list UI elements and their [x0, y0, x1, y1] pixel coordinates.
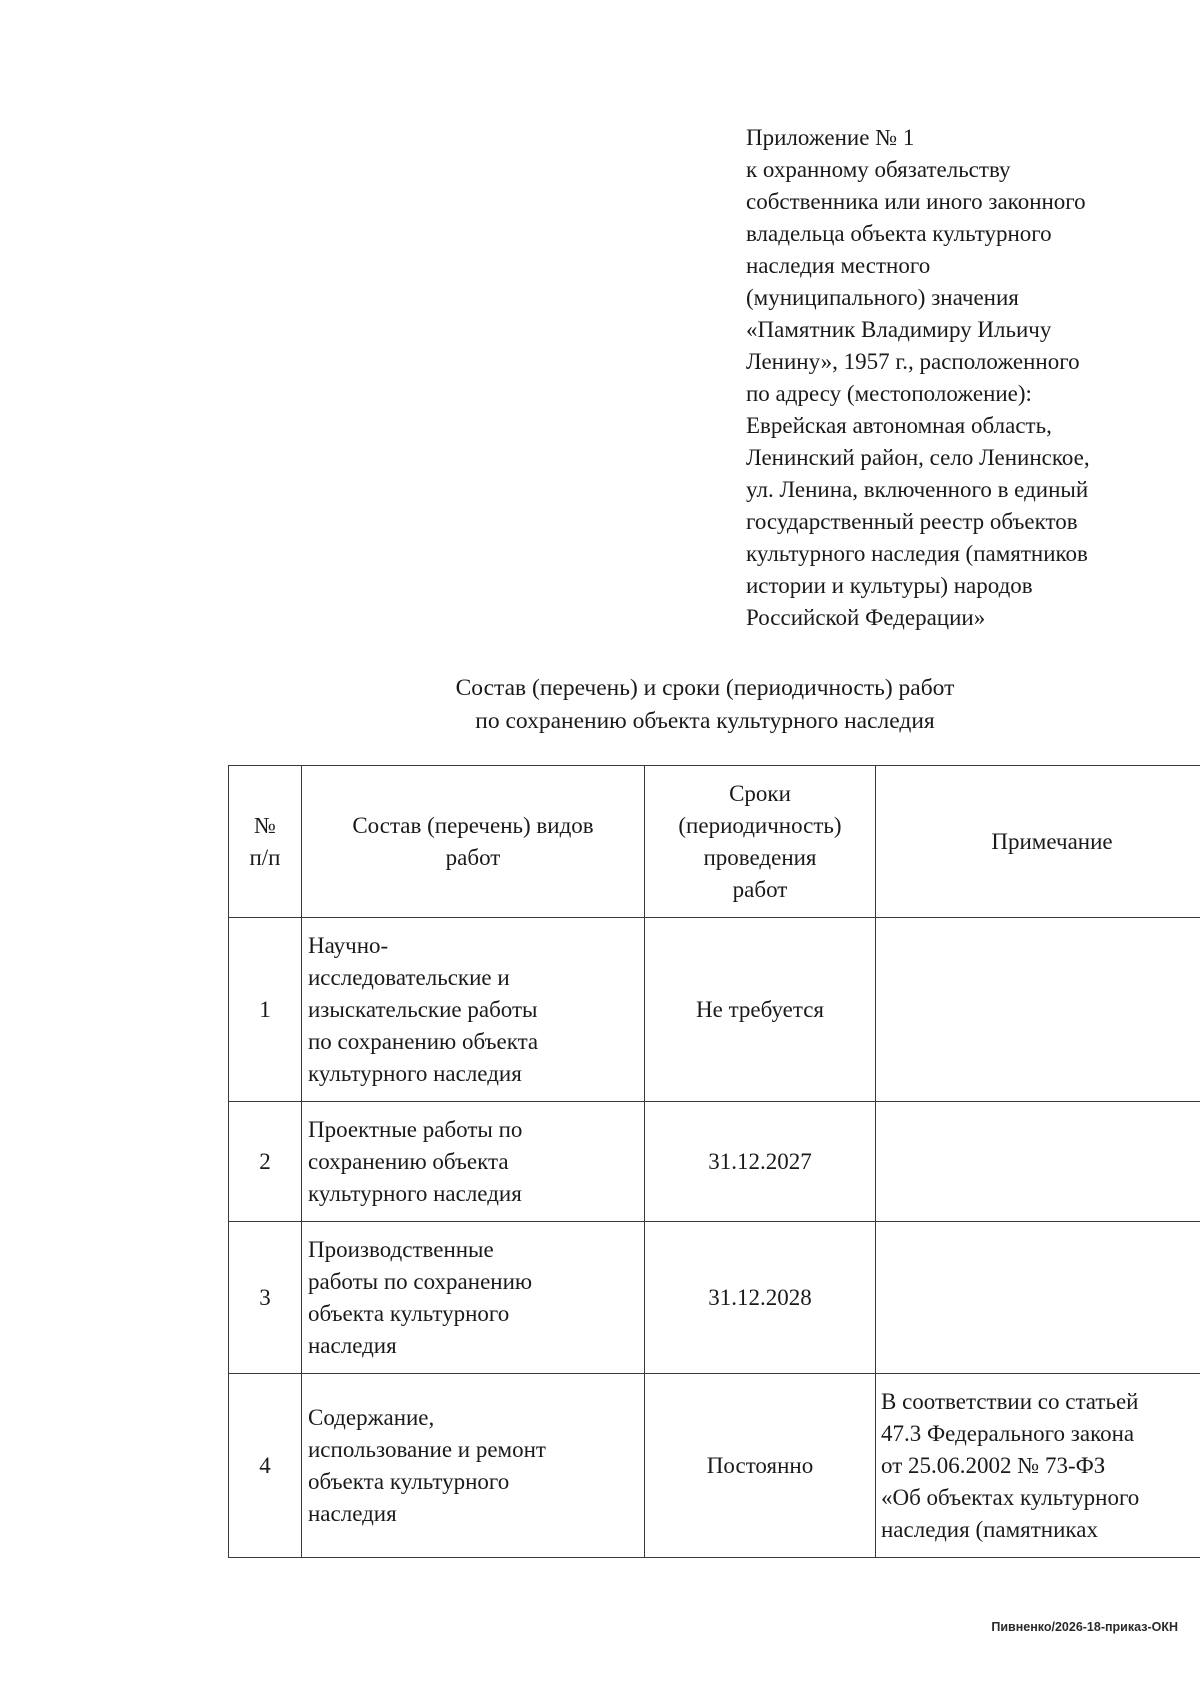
works-table	[228, 765, 1200, 1558]
appendix-line: ул. Ленина, включенного в единый	[746, 477, 1089, 502]
row-note-line: «Об объектах культурного	[881, 1484, 1140, 1510]
row-work-line: Производственные	[308, 1236, 494, 1262]
header-term	[645, 766, 876, 918]
header-term-line: (периодичность)	[678, 812, 842, 838]
appendix-line: Приложение № 1	[746, 125, 915, 150]
row-work-line: изыскательские работы	[308, 996, 538, 1022]
row-note-line: 47.3 Федерального закона	[881, 1420, 1135, 1446]
appendix-header	[746, 122, 1186, 634]
table-header-row	[229, 766, 1200, 918]
row-work-line: культурного наследия	[308, 1180, 522, 1206]
header-num	[229, 766, 302, 918]
appendix-line: наследия местного	[746, 253, 931, 278]
row-work	[302, 1102, 645, 1222]
row-work-line: Научно-	[308, 932, 389, 958]
table-row	[229, 918, 1200, 1102]
row-num: 1	[229, 918, 302, 1102]
header-num-line: п/п	[249, 844, 281, 870]
row-work-line: наследия	[308, 1500, 397, 1526]
appendix-line: владельца объекта культурного	[746, 221, 1052, 246]
document-code: Пивненко/2026-18-приказ-ОКН	[991, 1620, 1178, 1634]
appendix-line: Еврейская автономная область,	[746, 413, 1052, 438]
header-note-line: Примечание	[991, 828, 1113, 854]
appendix-line: по адресу (местоположение):	[746, 381, 1032, 406]
header-work-line: Состав (перечень) видов	[352, 812, 594, 838]
row-work-line: объекта культурного	[308, 1300, 510, 1326]
row-work	[302, 1222, 645, 1374]
row-work	[302, 1374, 645, 1558]
appendix-line: культурного наследия (памятников	[746, 541, 1088, 566]
row-work-line: работы по сохранению	[308, 1268, 533, 1294]
row-note-line: В соответствии со статьей	[881, 1388, 1139, 1414]
row-note-line: от 25.06.2002 № 73-ФЗ	[881, 1452, 1106, 1478]
row-term: 31.12.2027	[645, 1102, 876, 1222]
row-work-line: Содержание,	[308, 1404, 435, 1430]
header-note	[876, 766, 1200, 918]
row-work-line: объекта культурного	[308, 1468, 510, 1494]
row-work-line: использование и ремонт	[308, 1436, 546, 1462]
appendix-line: Ленину», 1957 г., расположенного	[746, 349, 1080, 374]
row-work-line: Проектные работы по	[308, 1116, 523, 1142]
row-note	[876, 1102, 1200, 1222]
appendix-line: Российской Федерации»	[746, 605, 986, 630]
header-work	[302, 766, 645, 918]
header-num-line: №	[254, 812, 276, 838]
row-term: Постоянно	[645, 1374, 876, 1558]
row-work-line: культурного наследия	[308, 1060, 522, 1086]
row-num: 3	[229, 1222, 302, 1374]
header-term-line: проведения	[703, 844, 817, 870]
appendix-line: собственника или иного законного	[746, 189, 1086, 214]
header-term-line: Сроки	[729, 780, 791, 806]
row-note-line: наследия (памятниках	[881, 1516, 1098, 1542]
appendix-line: «Памятник Владимиру Ильичу	[746, 317, 1052, 342]
row-note	[876, 1374, 1200, 1558]
document-title	[220, 672, 1190, 738]
document-title-line: Состав (перечень) и сроки (периодичность) работ	[455, 675, 955, 701]
row-num: 2	[229, 1102, 302, 1222]
header-work-line: работ	[445, 844, 501, 870]
table-row	[229, 1374, 1200, 1558]
row-note	[876, 918, 1200, 1102]
appendix-line: Ленинский район, село Ленинское,	[746, 445, 1090, 470]
row-num: 4	[229, 1374, 302, 1558]
appendix-line: истории и культуры) народов	[746, 573, 1033, 598]
row-note	[876, 1222, 1200, 1374]
row-term: Не требуется	[645, 918, 876, 1102]
appendix-line: государственный реестр объектов	[746, 509, 1078, 534]
header-term-line: работ	[732, 876, 788, 902]
row-work-line: по сохранению объекта	[308, 1028, 539, 1054]
row-work-line: наследия	[308, 1332, 397, 1358]
row-work-line: сохранению объекта	[308, 1148, 509, 1174]
row-term: 31.12.2028	[645, 1222, 876, 1374]
appendix-line: к охранному обязательству	[746, 157, 1011, 182]
table-row	[229, 1222, 1200, 1374]
row-work-line: исследовательские и	[308, 964, 510, 990]
table-row	[229, 1102, 1200, 1222]
appendix-line: (муниципального) значения	[746, 285, 1019, 310]
document-title-line: по сохранению объекта культурного наследия	[475, 708, 935, 734]
row-work	[302, 918, 645, 1102]
